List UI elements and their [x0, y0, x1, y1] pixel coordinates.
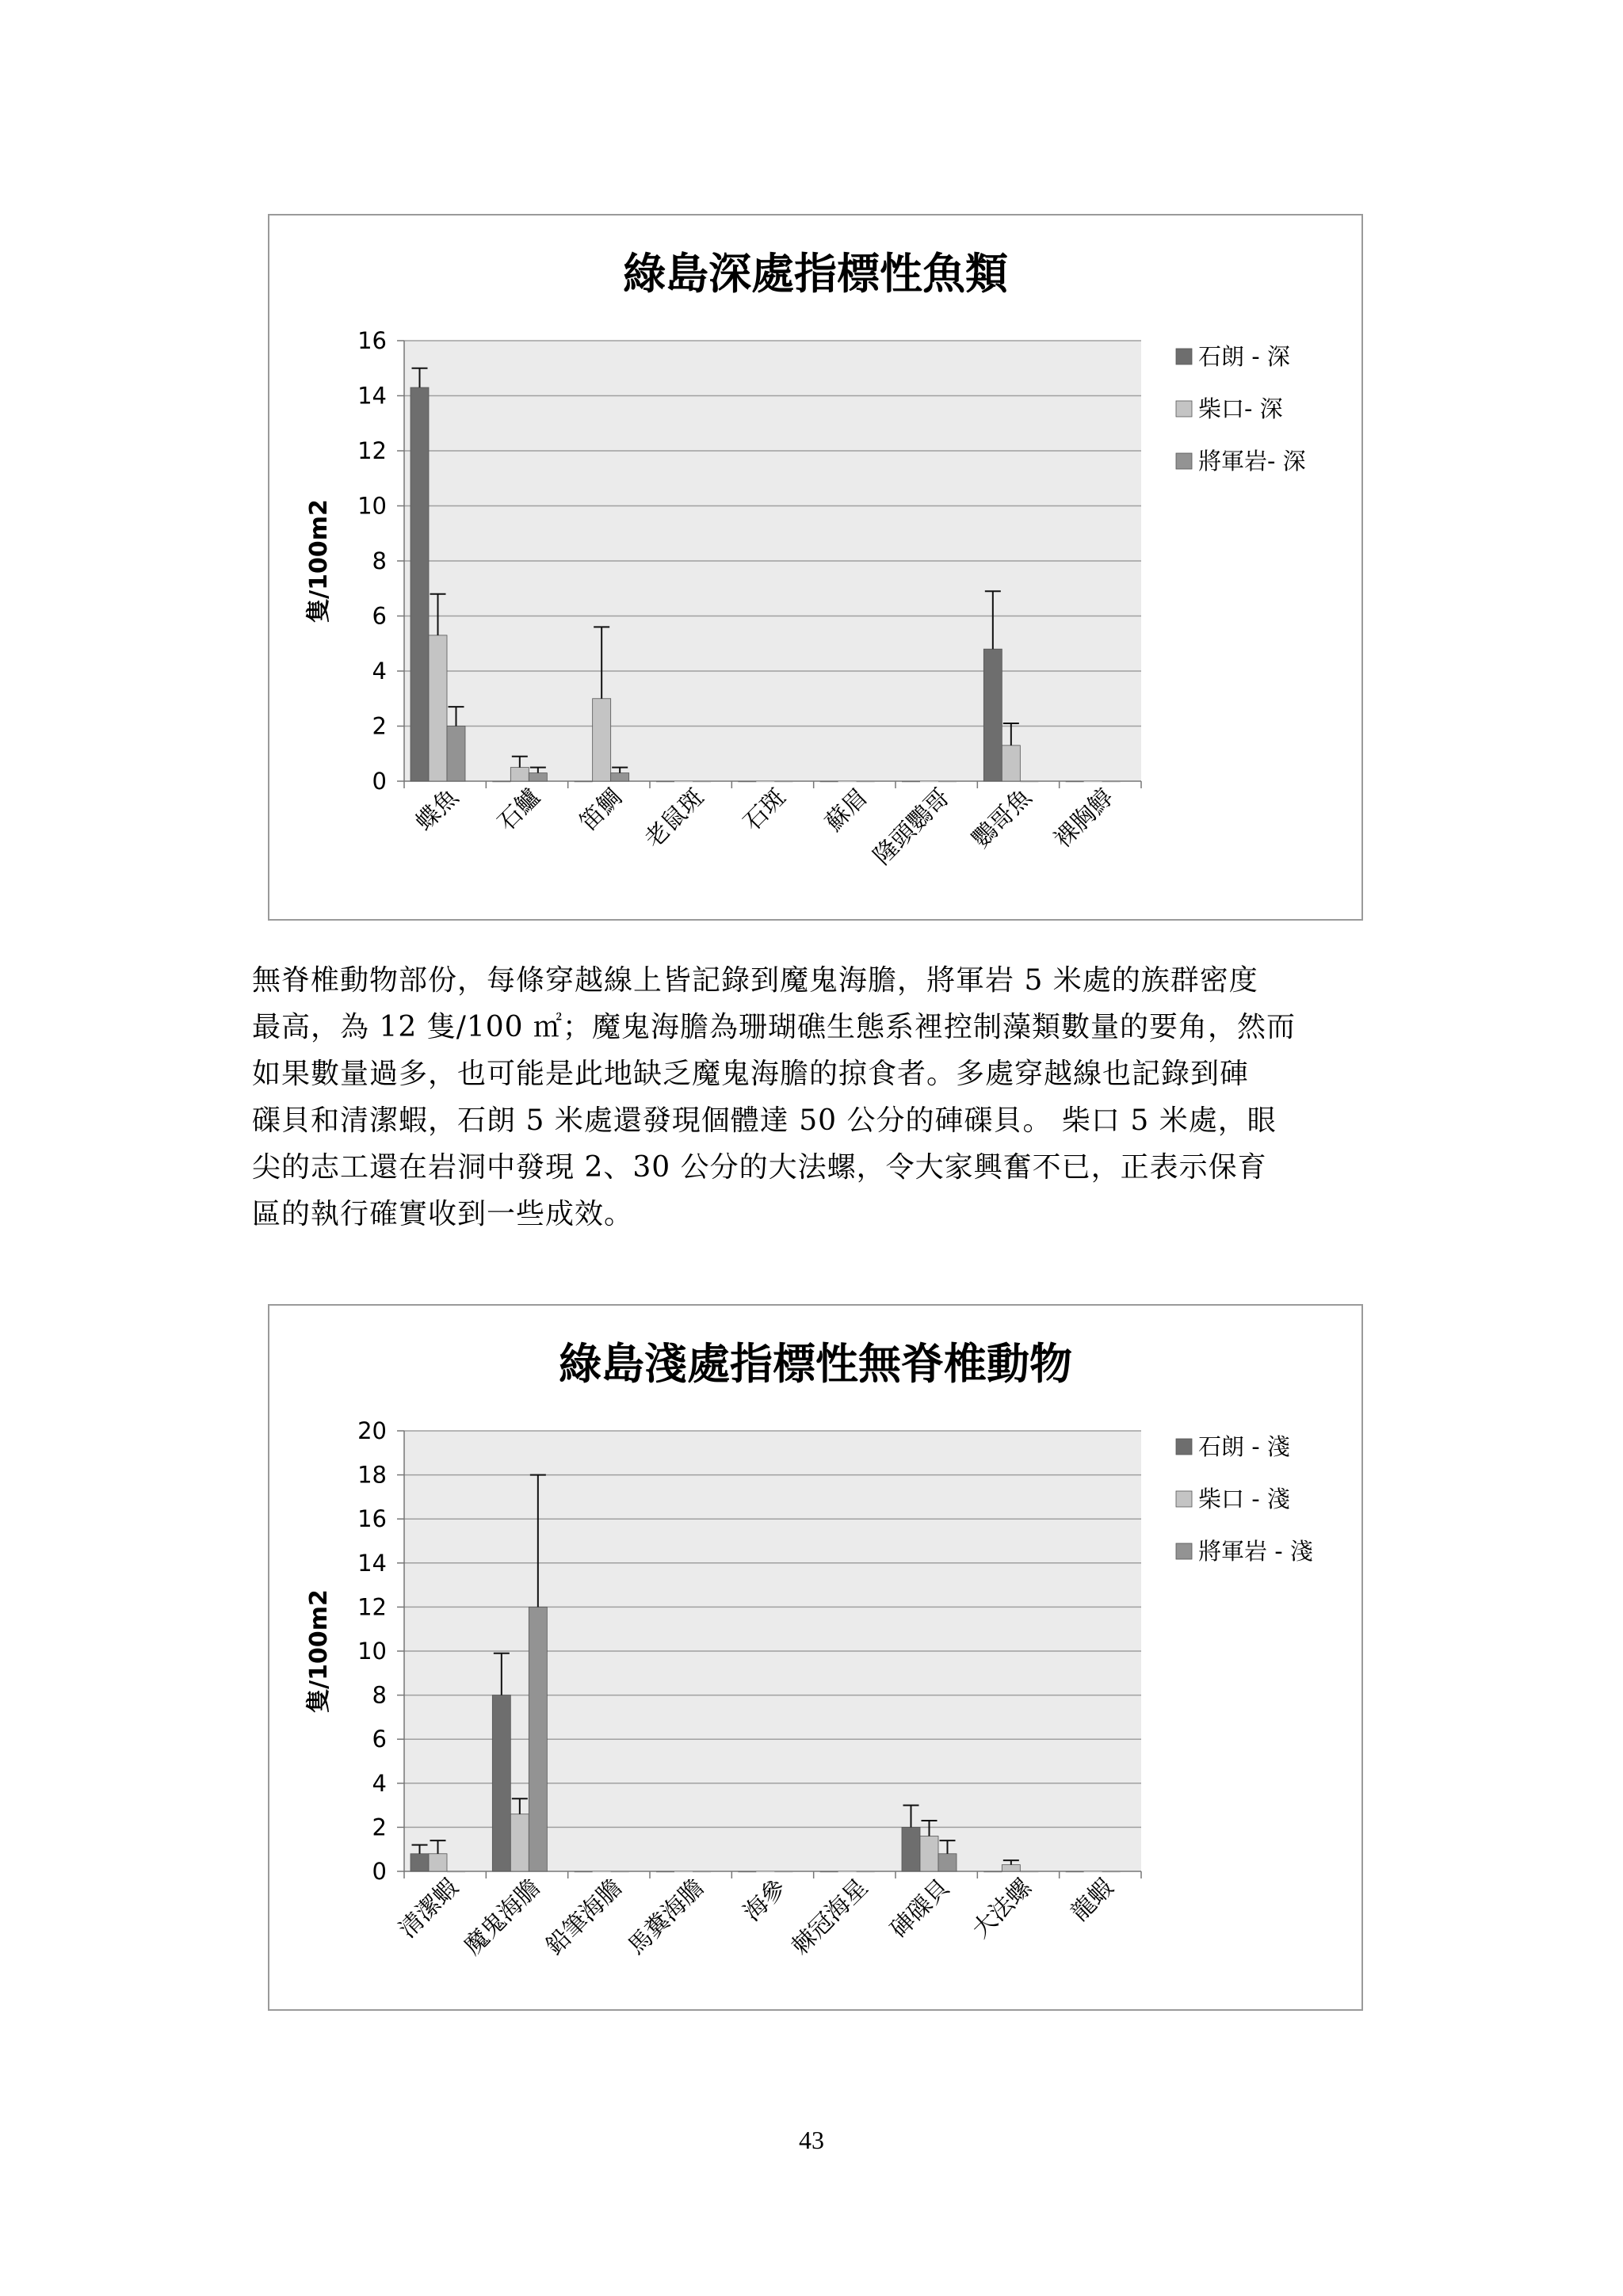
x-tick-label: 硨磲貝 [884, 1873, 956, 1944]
legend-entry: 石朗 - 淺 [1198, 1433, 1290, 1460]
bar [1102, 1871, 1121, 1872]
bar [693, 1871, 711, 1872]
bar [674, 1871, 693, 1872]
legend-swatch [1176, 1491, 1192, 1507]
x-tick-label: 蘇眉 [819, 783, 873, 837]
bar [820, 1871, 838, 1872]
y-tick-label: 4 [372, 658, 387, 685]
bar [857, 1871, 875, 1872]
legend-entry: 將軍岩 - 淺 [1198, 1538, 1313, 1565]
paragraph-line: 磲貝和清潔蝦，石朗 5 米處還發現個體達 50 公分的硨磲貝。 柴口 5 米處，眼 [252, 1104, 1277, 1137]
chart-title: 綠島深處指標性魚類 [623, 249, 1008, 299]
x-tick-label: 石斑 [738, 783, 792, 837]
bar [1066, 1871, 1084, 1872]
legend-entry: 柴口- 深 [1198, 395, 1283, 422]
bar [429, 635, 447, 781]
bar [820, 781, 838, 782]
y-tick-label: 18 [357, 1461, 387, 1489]
bar [411, 1854, 429, 1871]
bar [1102, 781, 1121, 782]
y-tick-label: 4 [372, 1769, 387, 1797]
x-tick-label: 裸胸鯙 [1048, 783, 1119, 854]
bar [510, 1814, 529, 1871]
legend-swatch [1176, 401, 1192, 417]
bar [529, 773, 547, 781]
bar [857, 781, 875, 782]
bar [902, 781, 920, 782]
bar [447, 1871, 465, 1872]
bar [902, 1827, 920, 1871]
x-tick-label: 隆頭鸚哥 [868, 783, 956, 871]
bar [575, 1871, 593, 1872]
chart-svg [269, 1306, 1361, 2009]
y-axis-label: 隻/100m2 [305, 1589, 333, 1713]
y-tick-label: 12 [357, 437, 387, 464]
x-tick-label: 老鼠斑 [639, 783, 710, 854]
x-tick-label: 鸚哥魚 [967, 783, 1037, 854]
bar [693, 781, 711, 782]
x-tick-label: 棘冠海星 [786, 1873, 873, 1961]
y-tick-label: 6 [372, 602, 387, 630]
x-tick-label: 蝶魚 [411, 783, 464, 837]
bar [938, 781, 957, 782]
bar [983, 649, 1002, 781]
x-tick-label: 鉛筆海膽 [540, 1873, 628, 1961]
y-axis-label: 隻/100m2 [305, 499, 333, 623]
x-tick-label: 馬糞海膽 [622, 1873, 710, 1961]
bar [983, 1871, 1002, 1872]
bar [492, 1695, 510, 1871]
y-tick-label: 14 [357, 382, 387, 410]
bar [1020, 781, 1038, 782]
y-tick-label: 6 [372, 1726, 387, 1753]
bar [447, 727, 465, 782]
x-tick-label: 海參 [738, 1873, 792, 1928]
legend-swatch [1176, 1439, 1192, 1455]
chart-title: 綠島淺處指標性無脊椎動物 [559, 1339, 1072, 1389]
legend-entry: 將軍岩- 深 [1198, 448, 1306, 475]
paragraph-line: 如果數量過多，也可能是此地缺乏魔鬼海膽的掠食者。多處穿越線也記錄到硨 [252, 1058, 1250, 1090]
deep-fish-chart [268, 214, 1363, 921]
bar [1084, 781, 1102, 782]
bar [656, 781, 674, 782]
paragraph-line: 尖的志工還在岩洞中發現 2、30 公分的大法螺，令大家興奮不已，正表示保育 [252, 1151, 1267, 1184]
bar [611, 773, 629, 781]
bar [1020, 1871, 1038, 1872]
bar [429, 1854, 447, 1871]
chart-svg [269, 215, 1361, 919]
y-tick-label: 2 [372, 712, 387, 740]
paragraph-line: 最高，為 12 隻/100 ㎡；魔鬼海膽為珊瑚礁生態系裡控制藻類數量的要角，然而 [252, 1011, 1296, 1043]
bar [1066, 781, 1084, 782]
shallow-invertebrate-chart [268, 1304, 1363, 2011]
x-tick-label: 龍蝦 [1065, 1873, 1119, 1928]
bar [1002, 1865, 1020, 1871]
y-tick-label: 16 [357, 1505, 387, 1533]
bar [756, 1871, 774, 1872]
y-tick-label: 20 [357, 1417, 387, 1444]
bar [529, 1607, 547, 1871]
bar [920, 781, 938, 782]
y-tick-label: 14 [357, 1549, 387, 1577]
y-tick-label: 10 [357, 492, 387, 520]
y-tick-label: 8 [372, 547, 387, 574]
bar [1084, 1871, 1102, 1872]
bar [738, 781, 756, 782]
x-tick-label: 石鱸 [492, 783, 546, 837]
bar [593, 1871, 611, 1872]
y-tick-label: 8 [372, 1681, 387, 1709]
bar [738, 1871, 756, 1872]
x-tick-label: 魔鬼海膽 [459, 1873, 546, 1961]
bar [593, 699, 611, 781]
paragraph-line: 區的執行確實收到一些成效。 [252, 1198, 634, 1230]
bar [838, 1871, 857, 1872]
bar [938, 1854, 957, 1871]
bar [1002, 746, 1020, 781]
bar [774, 1871, 792, 1872]
x-tick-label: 大法螺 [967, 1873, 1037, 1944]
y-tick-label: 10 [357, 1638, 387, 1665]
y-tick-label: 16 [357, 327, 387, 354]
y-tick-label: 2 [372, 1814, 387, 1841]
page-number: 43 [799, 2126, 824, 2154]
y-tick-label: 0 [372, 768, 387, 795]
body-paragraph [252, 957, 1393, 1238]
bar [920, 1836, 938, 1871]
bar [774, 781, 792, 782]
paragraph-line: 無脊椎動物部份，每條穿越線上皆記錄到魔鬼海膽，將軍岩 5 米處的族群密度 [252, 964, 1258, 997]
bar [656, 1871, 674, 1872]
y-tick-label: 0 [372, 1858, 387, 1885]
y-tick-label: 12 [357, 1593, 387, 1621]
bar [575, 781, 593, 782]
bar [756, 781, 774, 782]
legend-entry: 石朗 - 深 [1198, 343, 1290, 370]
x-tick-label: 清潔蝦 [393, 1873, 464, 1944]
bar [674, 781, 693, 782]
bar [411, 387, 429, 781]
legend-swatch [1176, 1543, 1192, 1559]
bar [510, 768, 529, 781]
bar [492, 781, 510, 782]
bar [838, 781, 857, 782]
legend-entry: 柴口 - 淺 [1198, 1486, 1290, 1512]
legend-swatch [1176, 349, 1192, 364]
bar [611, 1871, 629, 1872]
legend-swatch [1176, 453, 1192, 469]
x-tick-label: 笛鯛 [574, 783, 628, 837]
